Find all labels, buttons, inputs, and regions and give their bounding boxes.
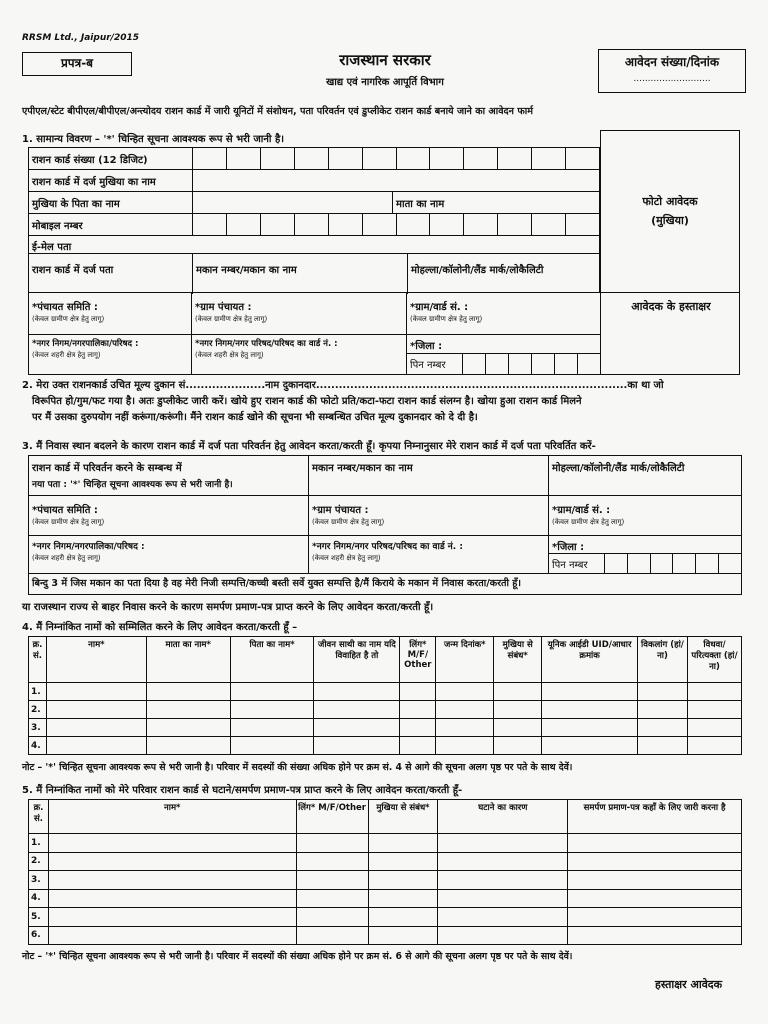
remove-table-cell[interactable] bbox=[568, 908, 742, 927]
add-table-cell[interactable] bbox=[230, 683, 314, 701]
application-number-box[interactable] bbox=[598, 49, 746, 93]
gram-ward-field[interactable]: *ग्राम/वार्ड सं. : (केवल ग्रामीण क्षेत्र हेतु लागू) bbox=[407, 293, 601, 335]
remove-table-cell[interactable] bbox=[296, 908, 368, 927]
remove-table-header-0: क्र. सं. bbox=[29, 800, 49, 834]
nagar-nigam-field[interactable]: *नगर निगम/नगरपालिका/परिषद : (केवल शहरी क्षेत्र हेतु लागू) bbox=[29, 335, 192, 375]
add-table-header-4: जीवन साथी का नाम यदि विवाहित है तो bbox=[314, 637, 400, 683]
add-table-cell[interactable] bbox=[638, 719, 688, 737]
add-table-cell[interactable] bbox=[314, 719, 400, 737]
applicant-signature-label: हस्ताक्षर आवेदक bbox=[655, 978, 723, 991]
remove-table-cell[interactable] bbox=[438, 834, 568, 853]
add-table-cell[interactable] bbox=[314, 683, 400, 701]
property-declaration: बिन्दु 3 में जिस मकान का पता दिया है वह मेरी निजी सम्पत्ति/कच्ची बस्ती सर्वे युक्त सम्पत्ति है/मैं किराये के मकान में निवास करता/करती हूँ। bbox=[32, 578, 522, 589]
remove-table-cell[interactable] bbox=[368, 852, 438, 871]
add-table-cell[interactable] bbox=[494, 719, 542, 737]
add-table-cell[interactable] bbox=[436, 737, 494, 755]
printer-imprint: RRSM Ltd., Jaipur/2015 bbox=[22, 33, 140, 43]
new-district-label: *जिला : bbox=[549, 536, 741, 554]
add-table-cell[interactable] bbox=[436, 683, 494, 701]
row-number: 6. bbox=[29, 926, 49, 945]
remove-table-cell[interactable] bbox=[568, 834, 742, 853]
add-table-cell[interactable] bbox=[46, 683, 146, 701]
remove-table-cell[interactable] bbox=[48, 926, 296, 945]
add-table-cell[interactable] bbox=[542, 701, 638, 719]
remove-table-cell[interactable] bbox=[48, 834, 296, 853]
add-table-cell[interactable] bbox=[314, 701, 400, 719]
remove-table-cell[interactable] bbox=[296, 871, 368, 890]
add-table-row bbox=[29, 737, 742, 755]
form-tag: प्रपत्र-ब bbox=[22, 52, 132, 76]
add-table-cell[interactable] bbox=[146, 737, 230, 755]
add-table-cell[interactable] bbox=[687, 737, 741, 755]
remove-table-cell[interactable] bbox=[296, 889, 368, 908]
application-number-label: आवेदन संख्या/दिनांक bbox=[624, 55, 720, 69]
add-table-cell[interactable] bbox=[542, 683, 638, 701]
remove-table-cell[interactable] bbox=[568, 889, 742, 908]
add-table-cell[interactable] bbox=[687, 683, 741, 701]
new-district-pin-field[interactable] bbox=[549, 536, 741, 574]
add-table-cell[interactable] bbox=[400, 719, 436, 737]
remove-table-row bbox=[29, 871, 742, 890]
add-table-cell[interactable] bbox=[687, 701, 741, 719]
remove-table-cell[interactable] bbox=[438, 889, 568, 908]
section-4-note: नोट – '*' चिन्हित सूचना आवश्यक रूप से भरी जानी है। परिवार में सदस्यों की संख्या अधिक होने पर क्रम सं. 4 से आगे की सूचना अलग पृष्ठ पर पते के साथ देवें। bbox=[22, 762, 573, 773]
add-table-cell[interactable] bbox=[494, 737, 542, 755]
add-table-cell[interactable] bbox=[494, 701, 542, 719]
application-number-dots: ........................... bbox=[633, 74, 711, 84]
remove-table-cell[interactable] bbox=[48, 889, 296, 908]
section-3-heading: 3. मैं निवास स्थान बदलने के कारण राशन कार्ड में दर्ज पता परिवर्तन हेतु आवेदन करता/करती हूँ। कृपया निम्नानुसार मेरे राशन कार्ड में दर्ज पता परिवर्तित करें- bbox=[22, 441, 596, 452]
add-table-header-2: माता का नाम* bbox=[146, 637, 230, 683]
add-table-cell[interactable] bbox=[46, 719, 146, 737]
add-table-cell[interactable] bbox=[46, 701, 146, 719]
add-table-row bbox=[29, 701, 742, 719]
new-locality-field[interactable]: मोहल्ला/कॉलोनी/लैंड मार्क/लोकैलिटी bbox=[549, 456, 741, 496]
new-panchayat-samiti-field[interactable]: *पंचायत समिति : (केवल ग्रामीण क्षेत्र हेतु लागू) bbox=[29, 496, 309, 536]
section-4-heading: 4. मैं निम्नांकित नामों को सम्मिलित करने के लिए आवेदन करता/करती हूँ – bbox=[22, 622, 298, 633]
head-name-label: राशन कार्ड में दर्ज मुखिया का नाम bbox=[32, 177, 156, 188]
remove-table-row bbox=[29, 852, 742, 871]
section-1-heading: 1. सामान्य विवरण – '*' चिन्हित सूचना आवश्यक रूप से भरी जानी है। bbox=[22, 134, 285, 145]
add-table-header-7: मुखिया से संबंध* bbox=[494, 637, 542, 683]
remove-table-cell[interactable] bbox=[48, 852, 296, 871]
new-gram-panchayat-field[interactable]: *ग्राम पंचायत : (केवल ग्रामीण क्षेत्र हेतु लागू) bbox=[309, 496, 549, 536]
pin-input[interactable] bbox=[463, 354, 600, 374]
add-table-cell[interactable] bbox=[230, 719, 314, 737]
new-nagar-nigam-field[interactable]: *नगर निगम/नगरपालिका/परिषद : (केवल शहरी क्षेत्र हेतु लागू) bbox=[29, 536, 309, 574]
remove-table-cell[interactable] bbox=[368, 926, 438, 945]
remove-table-cell[interactable] bbox=[568, 871, 742, 890]
row-number: 4. bbox=[29, 889, 49, 908]
remove-table-cell[interactable] bbox=[568, 852, 742, 871]
add-table-cell[interactable] bbox=[400, 737, 436, 755]
remove-table-cell[interactable] bbox=[48, 871, 296, 890]
add-table-header-5: लिंग* M/F/ Other bbox=[400, 637, 436, 683]
add-table-row bbox=[29, 719, 742, 737]
add-table-header-9: विकलांग (हां/ना) bbox=[638, 637, 688, 683]
photo-sublabel: (मुखिया) bbox=[651, 214, 689, 227]
father-name-input[interactable] bbox=[192, 192, 392, 213]
remove-table-cell[interactable] bbox=[368, 889, 438, 908]
add-table-cell[interactable] bbox=[400, 683, 436, 701]
add-table-cell[interactable] bbox=[400, 701, 436, 719]
add-table-header-10: विधवा/ परित्यक्ता (हां/ना) bbox=[687, 637, 741, 683]
row-number: 4. bbox=[29, 737, 47, 755]
remove-table-row bbox=[29, 889, 742, 908]
add-table-cell[interactable] bbox=[146, 719, 230, 737]
government-title: राजस्थान सरकार bbox=[339, 51, 431, 69]
email-input[interactable] bbox=[192, 236, 599, 253]
new-address-label: राशन कार्ड में परिवर्तन करने के सम्बन्ध में नया पता : '*' चिन्हित सूचना आवश्यक रूप से भरी जानी है। bbox=[29, 456, 309, 496]
general-details-grid bbox=[28, 147, 600, 293]
add-table-cell[interactable] bbox=[230, 701, 314, 719]
department-title: खाद्य एवं नागरिक आपूर्ति विभाग bbox=[326, 77, 444, 88]
row-number: 3. bbox=[29, 871, 49, 890]
add-table-cell[interactable] bbox=[494, 683, 542, 701]
photo-label: फोटो आवेदक bbox=[642, 195, 698, 208]
address-grid bbox=[28, 293, 740, 375]
row-number: 1. bbox=[29, 683, 47, 701]
locality-label[interactable]: मोहल्ला/कॉलोनी/लैंड मार्क/लोकैलिटी bbox=[407, 254, 599, 294]
signature-label[interactable]: आवेदक के हस्ताक्षर bbox=[631, 300, 711, 313]
add-table-cell[interactable] bbox=[146, 701, 230, 719]
add-table-cell[interactable] bbox=[146, 683, 230, 701]
add-table-cell[interactable] bbox=[314, 737, 400, 755]
add-table-cell[interactable] bbox=[46, 737, 146, 755]
remove-table-row bbox=[29, 908, 742, 927]
district-label: *जिला : bbox=[407, 335, 600, 354]
remove-table-header-1: नाम* bbox=[48, 800, 296, 834]
remove-table-header-2: लिंग* M/F/Other bbox=[296, 800, 368, 834]
section-2-line-1: 2. मेरा उक्त राशनकार्ड उचित मूल्य दुकान सं.....................नाम दुकानदार..................................................................................का था जो bbox=[22, 380, 664, 391]
row-number: 1. bbox=[29, 834, 49, 853]
remove-members-table bbox=[28, 799, 742, 945]
head-name-input[interactable] bbox=[192, 170, 599, 191]
new-nagar-ward-field[interactable]: *नगर निगम/नगर परिषद/परिषद का वार्ड नं. : (केवल शहरी क्षेत्र हेतु लागू) bbox=[309, 536, 549, 574]
remove-table-cell[interactable] bbox=[296, 852, 368, 871]
row-number: 5. bbox=[29, 908, 49, 927]
add-table-cell[interactable] bbox=[542, 719, 638, 737]
card-address-label: राशन कार्ड में दर्ज पता bbox=[32, 265, 114, 276]
new-pin-input[interactable] bbox=[605, 554, 741, 573]
remove-table-header-5: समर्पण प्रमाण-पत्र कहाँ के लिए जारी करना है bbox=[568, 800, 742, 834]
section-5-note: नोट – '*' चिन्हित सूचना आवश्यक रूप से भरी जानी है। परिवार में सदस्यों की संख्या अधिक होने पर क्रम सं. 6 से आगे की सूचना अलग पृष्ठ पर पते के साथ देवें। bbox=[22, 951, 573, 962]
add-table-cell[interactable] bbox=[230, 737, 314, 755]
remove-table-cell[interactable] bbox=[438, 908, 568, 927]
remove-table-row bbox=[29, 926, 742, 945]
remove-table-cell[interactable] bbox=[368, 908, 438, 927]
new-address-grid bbox=[28, 455, 742, 595]
card-number-input[interactable] bbox=[192, 148, 599, 169]
remove-table-cell[interactable] bbox=[368, 871, 438, 890]
pin-label: पिन नम्बर bbox=[407, 354, 463, 374]
remove-table-cell[interactable] bbox=[368, 834, 438, 853]
row-number: 2. bbox=[29, 701, 47, 719]
remove-table-row bbox=[29, 834, 742, 853]
row-number: 2. bbox=[29, 852, 49, 871]
remove-table-cell[interactable] bbox=[296, 834, 368, 853]
add-table-cell[interactable] bbox=[638, 701, 688, 719]
remove-table-cell[interactable] bbox=[48, 908, 296, 927]
remove-table-cell[interactable] bbox=[438, 852, 568, 871]
house-label[interactable]: मकान नम्बर/मकान का नाम bbox=[192, 254, 407, 294]
add-table-cell[interactable] bbox=[687, 719, 741, 737]
add-table-header-3: पिता का नाम* bbox=[230, 637, 314, 683]
add-table-header-8: यूनिक आईडी UID/आधार क्रमांक bbox=[542, 637, 638, 683]
father-name-label: मुखिया के पिता का नाम bbox=[32, 199, 120, 210]
district-pin-field[interactable] bbox=[407, 335, 601, 375]
card-number-label: राशन कार्ड संख्या (12 डिजिट) bbox=[32, 155, 148, 166]
email-label: ई-मेल पता bbox=[32, 242, 72, 253]
add-table-header-6: जन्म दिनांक* bbox=[436, 637, 494, 683]
gram-panchayat-field[interactable]: *ग्राम पंचायत : (केवल ग्रामीण क्षेत्र हेतु लागू) bbox=[192, 293, 407, 335]
mobile-label: मोबाइल नम्बर bbox=[32, 221, 83, 232]
add-table-header-0: क्र. सं. bbox=[29, 637, 47, 683]
remove-table-cell[interactable] bbox=[296, 926, 368, 945]
add-members-table bbox=[28, 636, 742, 755]
remove-table-header-3: मुखिया से संबंध* bbox=[368, 800, 438, 834]
surrender-line: या राजस्थान राज्य से बाहर निवास करने के कारण समर्पण प्रमाण-पत्र प्राप्त करने के लिए आवेदन करता/करती हूँ। bbox=[22, 602, 434, 613]
add-table-cell[interactable] bbox=[638, 683, 688, 701]
remove-table-cell[interactable] bbox=[438, 871, 568, 890]
new-gram-ward-field[interactable]: *ग्राम/वार्ड सं. : (केवल ग्रामीण क्षेत्र हेतु लागू) bbox=[549, 496, 741, 536]
section-2-line-3: पर मैं उसका दुरुपयोग नहीं करूंगा/करूंगी। मैंने राशन कार्ड खोने की सूचना भी सम्बन्धित उचित मूल्य दुकानदार को दे दी है। bbox=[32, 412, 478, 423]
mother-name-label: माता का नाम bbox=[392, 192, 599, 213]
panchayat-samiti-field[interactable]: *पंचायत समिति : (केवल ग्रामीण क्षेत्र हेतु लागू) bbox=[29, 293, 192, 335]
photo-box[interactable] bbox=[600, 130, 740, 293]
remove-table-cell[interactable] bbox=[438, 926, 568, 945]
remove-table-cell[interactable] bbox=[568, 926, 742, 945]
mobile-input[interactable] bbox=[192, 214, 599, 235]
add-table-cell[interactable] bbox=[436, 701, 494, 719]
section-5-heading: 5. मैं निम्नांकित नामों को मेरे परिवार राशन कार्ड से घटाने/समर्पण प्रमाण-पत्र प्राप्त करने के लिए आवेदन करता/करती हूँ- bbox=[22, 785, 463, 796]
new-house-field[interactable]: मकान नम्बर/मकान का नाम bbox=[309, 456, 549, 496]
add-table-cell[interactable] bbox=[542, 737, 638, 755]
add-table-row bbox=[29, 683, 742, 701]
add-table-cell[interactable] bbox=[638, 737, 688, 755]
row-number: 3. bbox=[29, 719, 47, 737]
nagar-ward-field[interactable]: *नगर निगम/नगर परिषद/परिषद का वार्ड नं. : (केवल शहरी क्षेत्र हेतु लागू) bbox=[192, 335, 407, 375]
section-2-line-2: विरूपित हो/गुम/फट गया है। अतः डुप्लीकेट जारी करें। खोये हुए राशन कार्ड की फोटो प्रति/कटा-फटा राशन कार्ड संलग्न है। खोया हुआ राशन कार्ड मिलने bbox=[32, 396, 582, 407]
add-table-header-1: नाम* bbox=[46, 637, 146, 683]
new-pin-label: पिन नम्बर bbox=[549, 554, 605, 573]
remove-table-header-4: घटाने का कारण bbox=[438, 800, 568, 834]
add-table-cell[interactable] bbox=[436, 719, 494, 737]
form-title: एपीएल/स्टेट बीपीएल/बीपीएल/अन्त्योदय राशन कार्ड में जारी यूनिटों में संशोधन, पता परिवर्तन एवं डुप्लीकेट राशन कार्ड बनाये जाने का आवेदन फार्म bbox=[22, 106, 533, 117]
